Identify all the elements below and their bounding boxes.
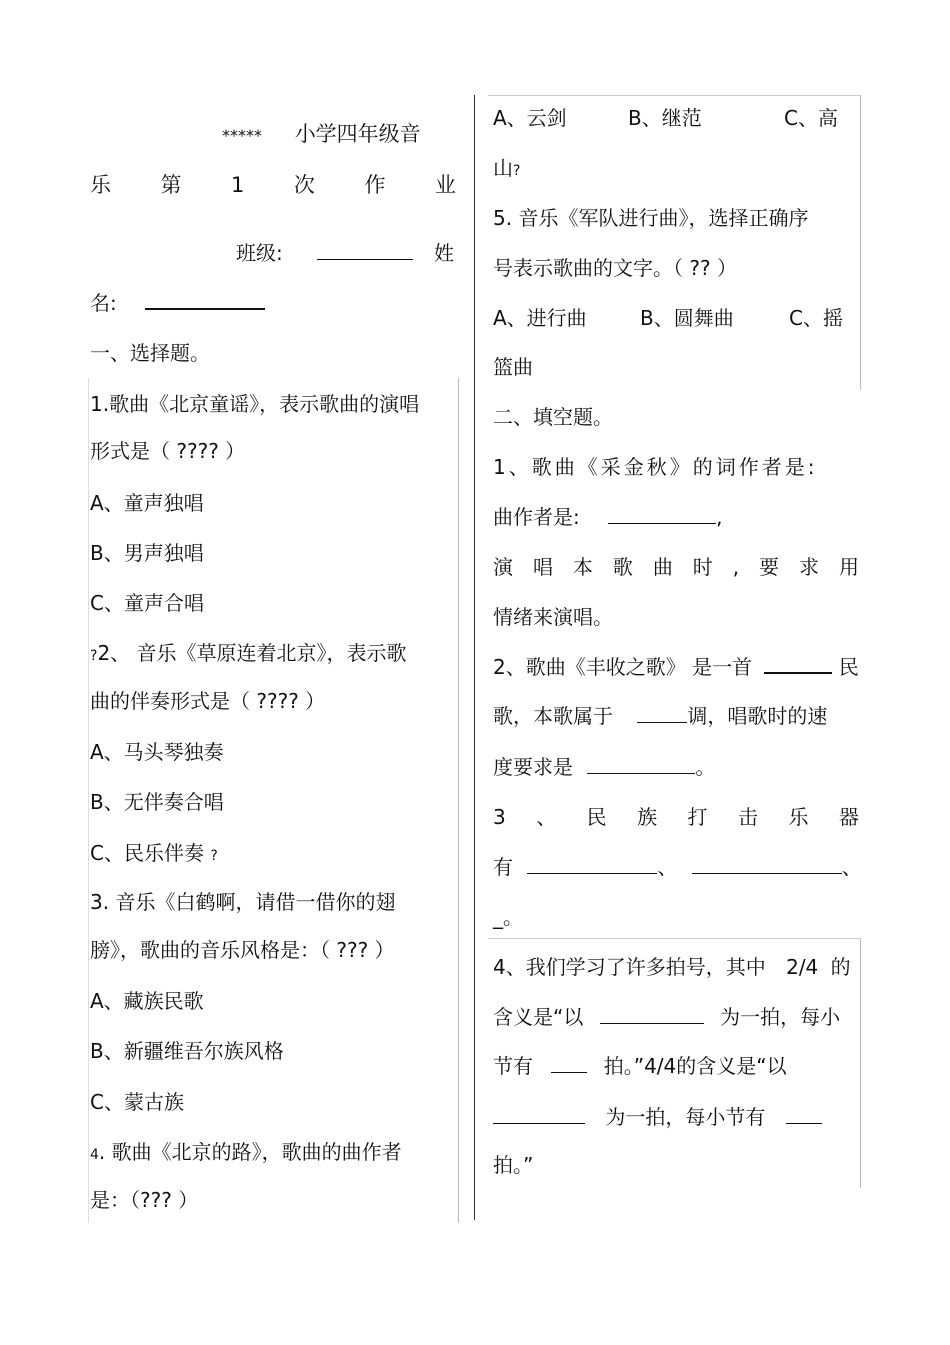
f4-time-sig: 2/4: [786, 955, 819, 979]
f3-sep-1: 、: [657, 855, 678, 879]
q2-mark: ?: [90, 648, 98, 664]
f4-blank-4[interactable]: [786, 1105, 822, 1124]
title-line-1: [222, 121, 421, 149]
q4-option-a: A、云剑: [493, 106, 567, 130]
f1-comma: ,: [716, 505, 723, 529]
f4-blank-2[interactable]: [551, 1054, 587, 1073]
f3-char: 3: [493, 805, 506, 829]
title-char: 1: [231, 173, 245, 197]
q4-option-c-cont: [493, 155, 520, 184]
q4-option-c-cont-text: 山: [493, 156, 513, 180]
q5-line-2: 号表示歌曲的文字。（ ?? ）: [493, 256, 737, 280]
f2-key-pre: 歌，本歌属于: [493, 704, 613, 728]
f4-meaning-pre: 含义是“以: [493, 1005, 584, 1029]
f3-line-3: _。: [493, 905, 523, 929]
right-top-border: [488, 95, 860, 96]
f1-char: 时: [692, 555, 713, 579]
title-char: 乐: [90, 173, 111, 197]
q3-option-a: A、藏族民歌: [90, 989, 204, 1013]
q5-option-a: A、进行曲: [493, 306, 587, 330]
f3-char: 民: [586, 805, 607, 829]
f1-char: 要: [759, 555, 780, 579]
f4-text-post: 的: [830, 955, 851, 979]
f4-beat-post: 为一拍，每小节有: [605, 1105, 766, 1129]
f1-char: 本: [572, 555, 593, 579]
f4-line-5: 拍。”: [493, 1153, 534, 1177]
q2-option-c: [90, 840, 218, 869]
q1-line-2: 形式是（ ???? ）: [90, 439, 246, 463]
f4-bar-pre: 节有: [493, 1054, 533, 1078]
q4-text-1: . 歌曲《北京的路》，歌曲的曲作者: [98, 1140, 402, 1164]
f2-key-post: 调，唱歌时的速: [687, 704, 828, 728]
f4-line-2: [493, 1004, 840, 1030]
q5-option-b: B、圆舞曲: [640, 306, 734, 330]
q1-option-a: A、童声独唱: [90, 491, 204, 515]
f2-key-blank[interactable]: [637, 704, 687, 723]
q5-option-c-cont: 篮曲: [493, 355, 533, 379]
q2-line-2: 曲的伴奏形式是（ ???? ）: [90, 689, 326, 713]
q1-option-c: C、童声合唱: [90, 591, 204, 615]
q4-option-b: B、继范: [628, 106, 702, 130]
f4-blank-3[interactable]: [493, 1105, 585, 1124]
f3-char: 乐: [788, 805, 809, 829]
name-blank[interactable]: [145, 290, 265, 310]
q3-line-1: 3. 音乐《白鹤啊，请借一借你的翅: [90, 890, 396, 914]
f1-line-3: [493, 554, 859, 580]
f4-text-pre: 4、我们学习了许多拍号，其中: [493, 955, 766, 979]
f1-char: 歌: [612, 555, 633, 579]
q2-text-1: 2、 音乐《草原连着北京》，表示歌: [97, 641, 407, 665]
f3-char: 器: [838, 805, 859, 829]
q3-option-c: C、蒙古族: [90, 1090, 184, 1114]
f2-tempo-post: 。: [695, 755, 716, 779]
f2-tempo-pre: 度要求是: [493, 755, 573, 779]
section-choice-title: 一、选择题。: [90, 341, 210, 365]
f1-char: 求: [798, 555, 819, 579]
q4-options-row: [493, 105, 838, 131]
q5-options-row: [493, 305, 843, 331]
q4-option-c: C、高: [784, 106, 838, 130]
f3-char: 族: [637, 805, 658, 829]
f4-bar-mid: 拍。”4/4的含义是“以: [603, 1054, 787, 1078]
column-divider: [474, 95, 475, 1220]
f4-line-4: [493, 1104, 822, 1130]
f2-text-pre: 2、歌曲《丰收之歌》 是一首: [493, 655, 753, 679]
f4-line-3: [493, 1053, 787, 1079]
f1-char: 唱: [532, 555, 553, 579]
section-fill-title: 二、填空题。: [493, 405, 613, 429]
q3-option-b: B、新疆维吾尔族风格: [90, 1039, 284, 1063]
f3-char: 、: [536, 805, 557, 829]
f3-blank-1[interactable]: [527, 855, 657, 874]
q2-option-c-text: C、民乐伴奏: [90, 841, 204, 865]
f1-composer-blank[interactable]: [608, 505, 716, 524]
f2-text-post: 民: [838, 655, 859, 679]
q4-line-2: 是：（??? ）: [90, 1188, 199, 1212]
right-mid-border: [488, 938, 860, 939]
f1-char: 演: [493, 555, 513, 579]
f4-meaning-post: 为一拍，每小: [720, 1005, 841, 1029]
class-row: [236, 240, 456, 266]
f1-char: ,: [732, 555, 740, 579]
right-mid-border-right: [860, 938, 861, 1188]
q2-option-b: B、无伴奏合唱: [90, 790, 224, 814]
title-char: 业: [434, 173, 456, 197]
q5-option-c: C、摇: [789, 306, 843, 330]
title-char: 第: [160, 173, 182, 197]
q2-line-1: [90, 640, 407, 669]
f4-blank-1[interactable]: [600, 1005, 704, 1024]
f2-line-3: [493, 754, 715, 780]
q2-option-a: A、马头琴独奏: [90, 740, 224, 764]
f3-sep-2: 、: [841, 855, 862, 879]
f4-line-1: [493, 954, 851, 980]
f3-char: 击: [738, 805, 758, 829]
q4-option-c-mark: ?: [513, 163, 521, 179]
f1-line-4: 情绪来演唱。: [493, 605, 613, 629]
f3-char: 打: [687, 805, 708, 829]
f2-line-1: [493, 654, 859, 680]
f2-line-2: [493, 703, 827, 729]
right-top-border-right: [860, 95, 861, 390]
name-row: [90, 290, 265, 316]
f1-line-2: [493, 504, 722, 530]
left-block-border-inner: [88, 378, 89, 1223]
f3-line-1: [493, 804, 859, 830]
q1-line-1: 1.歌曲《北京童谣》，表示歌曲的演唱: [90, 392, 420, 416]
q5-line-1: 5. 音乐《军队进行曲》，选择正确序: [493, 206, 809, 230]
f1-composer-label: 曲作者是:: [493, 505, 580, 529]
f3-blank-2[interactable]: [692, 855, 842, 874]
q4-line-1: [90, 1139, 402, 1168]
left-block-border: [458, 378, 459, 1223]
f2-folk-blank[interactable]: [764, 654, 832, 674]
class-label: 班级:: [236, 241, 283, 265]
f1-line-1: 1、歌曲《采金秋》的词作者是:: [493, 455, 818, 479]
title-line-2: [90, 172, 456, 198]
title-char: 作: [364, 173, 386, 197]
title-text: 小学四年级音: [294, 122, 421, 146]
f3-has: 有: [493, 855, 513, 879]
q1-option-b: B、男声独唱: [90, 541, 204, 565]
title-char: 次: [293, 173, 315, 197]
q3-line-2: 膀》，歌曲的音乐风格是：（ ??? ）: [90, 938, 395, 962]
name-label: 名:: [90, 291, 117, 315]
f1-char: 用: [838, 555, 859, 579]
q2-option-c-mark: ?: [210, 848, 218, 864]
q4-number: 4: [90, 1147, 99, 1163]
class-blank[interactable]: [317, 241, 413, 260]
f3-line-2: [493, 854, 862, 880]
name-char-1: 姓: [434, 241, 454, 265]
title-stars: *****: [222, 126, 262, 145]
f1-char: 曲: [652, 555, 673, 579]
f2-tempo-blank[interactable]: [587, 755, 695, 774]
